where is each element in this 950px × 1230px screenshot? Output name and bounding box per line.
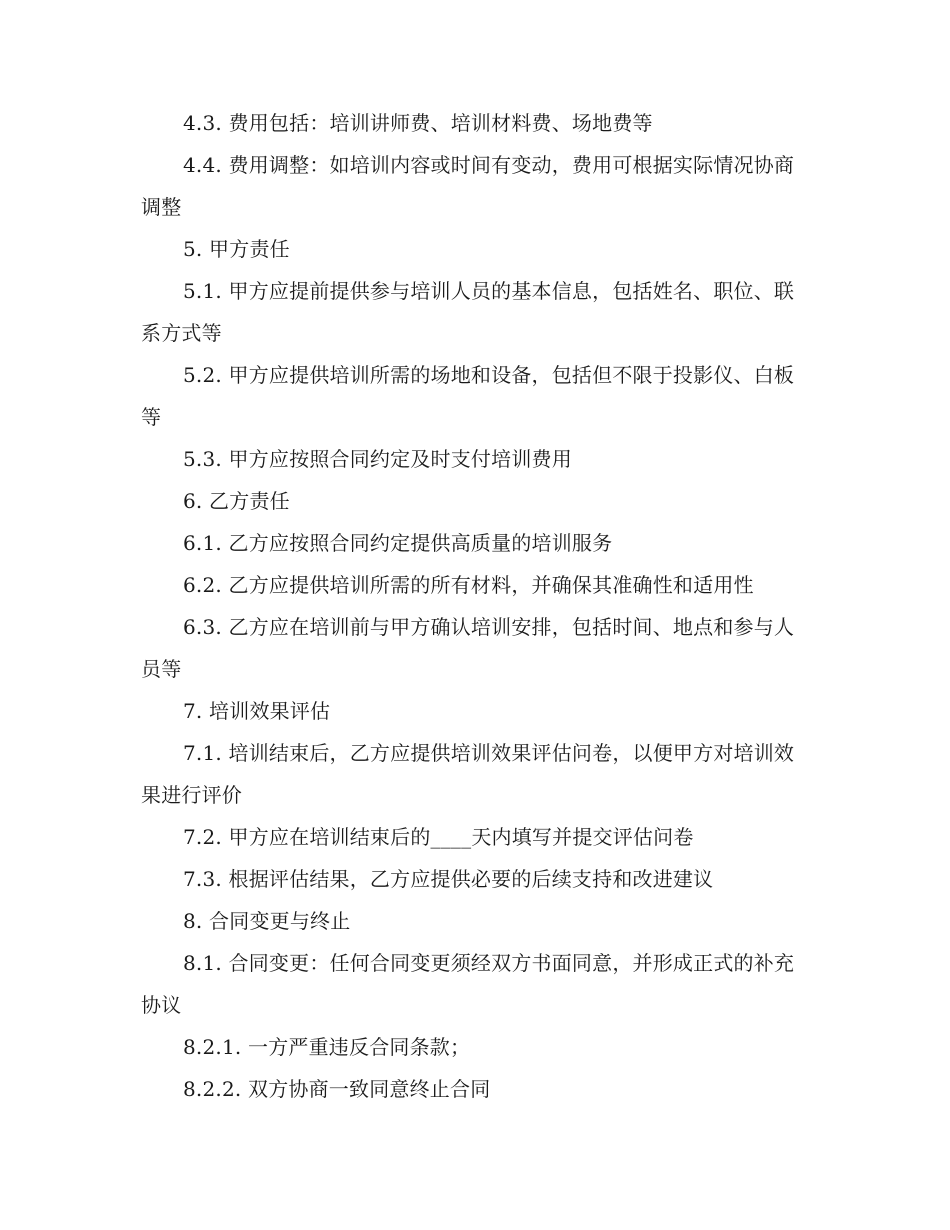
clause-6-3: 6.3. 乙方应在培训前与甲方确认培训安排，包括时间、地点和参与人员等 (141, 615, 795, 681)
clause-5-2: 5.2. 甲方应提供培训所需的场地和设备，包括但不限于投影仪、白板等 (141, 363, 795, 429)
clause-7-1: 7.1. 培训结束后，乙方应提供培训效果评估问卷，以便甲方对培训效果进行评价 (141, 741, 795, 807)
section-7-heading: 7. 培训效果评估 (183, 699, 331, 723)
section-6-heading: 6. 乙方责任 (183, 489, 290, 513)
document-body (141, 102, 806, 1110)
clause-7-2: 7.2. 甲方应在培训结束后的____天内填写并提交评估问卷 (183, 825, 694, 849)
clause-4-4: 4.4. 费用调整：如培训内容或时间有变动，费用可根据实际情况协商调整 (141, 153, 795, 219)
clause-5-3: 5.3. 甲方应按照合同约定及时支付培训费用 (183, 447, 572, 471)
clause-6-1: 6.1. 乙方应按照合同约定提供高质量的培训服务 (183, 531, 613, 555)
clause-8-2-1: 8.2.1. 一方严重违反合同条款； (183, 1035, 471, 1059)
clause-8-1: 8.1. 合同变更：任何合同变更须经双方书面同意，并形成正式的补充协议 (141, 951, 795, 1017)
clause-4-3: 4.3. 费用包括：培训讲师费、培训材料费、场地费等 (183, 111, 653, 135)
section-8-heading: 8. 合同变更与终止 (183, 909, 351, 933)
clause-8-2-2: 8.2.2. 双方协商一致同意终止合同 (183, 1077, 491, 1101)
clause-5-1: 5.1. 甲方应提前提供参与培训人员的基本信息，包括姓名、职位、联系方式等 (141, 279, 795, 345)
section-5-heading: 5. 甲方责任 (183, 237, 290, 261)
clause-7-3: 7.3. 根据评估结果，乙方应提供必要的后续支持和改进建议 (183, 867, 714, 891)
clause-6-2: 6.2. 乙方应提供培训所需的所有材料，并确保其准确性和适用性 (183, 573, 754, 597)
